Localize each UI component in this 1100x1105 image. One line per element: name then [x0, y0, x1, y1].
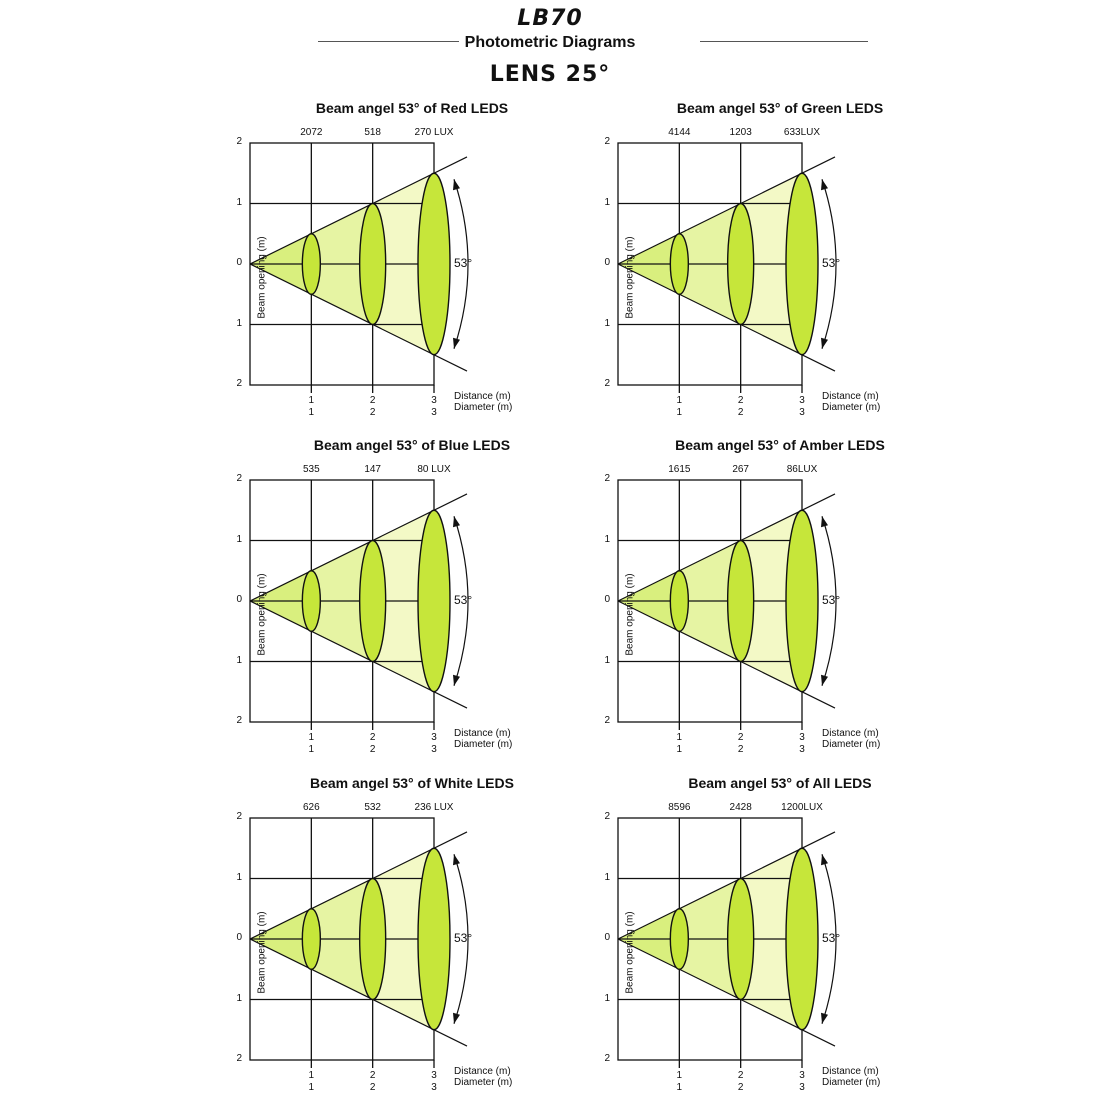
y-axis-label: Beam opening (m): [624, 236, 636, 319]
diameter-tick-label: 3: [431, 407, 437, 418]
distance-tick-label: 3: [431, 732, 437, 743]
y-tick-label: 2: [604, 811, 610, 822]
y-tick-label: 1: [236, 871, 242, 883]
distance-axis-label: Distance (m): [822, 1066, 879, 1077]
distance-tick-label: 3: [431, 1070, 437, 1081]
arrow-up-icon: [821, 179, 828, 190]
beam-ellipse: [360, 204, 386, 325]
y-axis-label: Beam opening (m): [256, 236, 268, 319]
distance-tick-label: 1: [308, 1070, 315, 1081]
lux-value: 236 LUX: [414, 802, 454, 813]
subtitle: [0, 34, 1100, 52]
panel-title: Beam angel 53° of Amber LEDS: [675, 437, 885, 453]
beam-ellipse: [786, 510, 818, 692]
y-tick-label: 1: [236, 196, 242, 208]
y-tick-label: 0: [236, 932, 242, 943]
y-tick-label: 2: [236, 473, 242, 484]
y-tick-label: 1: [236, 992, 242, 1004]
arrow-down-icon: [453, 1013, 460, 1024]
lux-value: 4144: [668, 127, 691, 138]
distance-tick-label: 1: [308, 395, 315, 406]
diameter-tick-label: 1: [308, 744, 315, 755]
panel-title: Beam angel 53° of Green LEDS: [676, 100, 884, 116]
distance-tick-label: 3: [799, 395, 805, 406]
lux-value: 1200LUX: [781, 802, 823, 813]
arrow-up-icon: [453, 179, 460, 190]
arrow-down-icon: [821, 338, 828, 349]
y-tick-label: 1: [236, 533, 242, 545]
distance-tick-label: 2: [369, 732, 376, 743]
beam-ellipse: [302, 909, 320, 970]
lux-value: 1615: [668, 464, 691, 475]
panel-title: Beam angel 53° of All LEDS: [688, 775, 872, 791]
diameter-tick-label: 1: [676, 407, 683, 418]
arrow-up-icon: [453, 516, 460, 527]
lux-value: 8596: [668, 802, 691, 813]
lux-value: 518: [364, 127, 381, 138]
diameter-tick-label: 3: [799, 744, 805, 755]
beam-ellipse: [418, 173, 450, 355]
lux-value: 2428: [729, 802, 752, 813]
y-tick-label: 0: [236, 594, 242, 605]
y-axis-label: Beam opening (m): [624, 911, 636, 994]
distance-tick-label: 3: [431, 395, 437, 406]
diagram-panel-red: [212, 100, 612, 430]
y-tick-label: 2: [604, 136, 610, 147]
arrow-up-icon: [821, 854, 828, 865]
lux-value: 80 LUX: [417, 464, 451, 475]
panel-title: Beam angel 53° of Red LEDS: [315, 100, 509, 116]
y-axis-label: Beam opening (m): [624, 573, 636, 656]
diameter-tick-label: 2: [737, 1082, 744, 1093]
diameter-tick-label: 2: [737, 744, 744, 755]
beam-angle-label: 53°: [454, 593, 473, 607]
y-axis-label: Beam opening (m): [256, 573, 268, 656]
y-tick-label: 1: [604, 654, 610, 666]
beam-ellipse: [302, 571, 320, 632]
diameter-tick-label: 1: [308, 407, 315, 418]
beam-ellipse: [786, 848, 818, 1030]
distance-axis-label: Distance (m): [454, 391, 511, 402]
distance-tick-label: 3: [799, 732, 805, 743]
y-tick-label: 2: [604, 473, 610, 484]
distance-axis-label: Distance (m): [454, 1066, 511, 1077]
distance-axis-label: Distance (m): [822, 391, 879, 402]
diameter-tick-label: 2: [737, 407, 744, 418]
photometric-plot: [580, 100, 980, 430]
beam-ellipse: [786, 173, 818, 355]
beam-angle-label: 53°: [454, 931, 473, 945]
model-title: LB70: [517, 6, 583, 31]
diameter-tick-label: 3: [431, 1082, 437, 1093]
diameter-tick-label: 1: [676, 1082, 683, 1093]
y-tick-label: 0: [604, 257, 610, 268]
lux-value: 532: [364, 802, 381, 813]
y-tick-label: 2: [604, 1053, 610, 1064]
diameter-tick-label: 2: [369, 744, 376, 755]
beam-ellipse: [360, 879, 386, 1000]
beam-ellipse: [670, 571, 688, 632]
distance-tick-label: 3: [799, 1070, 805, 1081]
lux-value: 2072: [300, 127, 323, 138]
y-axis-label: Beam opening (m): [256, 911, 268, 994]
diameter-tick-label: 3: [799, 1082, 805, 1093]
distance-tick-label: 1: [676, 395, 683, 406]
distance-tick-label: 2: [737, 732, 744, 743]
distance-tick-label: 2: [737, 395, 744, 406]
y-tick-label: 0: [604, 594, 610, 605]
diameter-tick-label: 3: [431, 744, 437, 755]
lux-value: 626: [302, 802, 320, 813]
diameter-axis-label: Diameter (m): [822, 739, 881, 750]
distance-tick-label: 2: [369, 395, 376, 406]
diameter-tick-label: 1: [676, 744, 683, 755]
y-tick-label: 1: [236, 317, 242, 329]
diameter-axis-label: Diameter (m): [822, 402, 881, 413]
y-tick-label: 2: [236, 136, 242, 147]
y-tick-label: 2: [236, 811, 242, 822]
arrow-down-icon: [453, 675, 460, 686]
photometric-plot: [580, 437, 980, 767]
diagram-panel-all: [580, 775, 980, 1105]
diagram-panel-blue: [212, 437, 612, 767]
distance-tick-label: 2: [369, 1070, 376, 1081]
beam-ellipse: [728, 204, 754, 325]
subtitle-text: Photometric Diagrams: [459, 34, 642, 51]
y-tick-label: 1: [604, 992, 610, 1004]
lux-value: 147: [364, 464, 381, 475]
y-tick-label: 1: [236, 654, 242, 666]
diameter-axis-label: Diameter (m): [454, 1077, 513, 1088]
lux-value: 270 LUX: [414, 127, 454, 138]
diameter-axis-label: Diameter (m): [454, 739, 513, 750]
diameter-tick-label: 3: [799, 407, 805, 418]
arrow-up-icon: [821, 516, 828, 527]
y-tick-label: 2: [236, 1053, 242, 1064]
distance-tick-label: 1: [676, 1070, 683, 1081]
y-tick-label: 1: [604, 533, 610, 545]
lux-value: 535: [302, 464, 320, 475]
beam-ellipse: [360, 541, 386, 662]
panel-title: Beam angel 53° of Blue LEDS: [313, 437, 511, 453]
distance-axis-label: Distance (m): [454, 728, 511, 739]
y-tick-label: 2: [236, 715, 242, 726]
beam-ellipse: [302, 234, 320, 295]
diameter-axis-label: Diameter (m): [822, 1077, 881, 1088]
beam-ellipse: [728, 541, 754, 662]
diagram-panel-white: [212, 775, 612, 1105]
lux-value: 267: [732, 464, 749, 475]
beam-ellipse: [418, 510, 450, 692]
y-tick-label: 1: [604, 196, 610, 208]
arrow-up-icon: [453, 854, 460, 865]
diameter-tick-label: 2: [369, 1082, 376, 1093]
beam-angle-label: 53°: [454, 256, 473, 270]
y-tick-label: 0: [236, 257, 242, 268]
lens-title: LENS 25°: [489, 62, 611, 87]
distance-tick-label: 1: [308, 732, 315, 743]
beam-angle-label: 53°: [822, 593, 841, 607]
lux-value: 633LUX: [783, 127, 821, 138]
diameter-axis-label: Diameter (m): [454, 402, 513, 413]
photometric-plot: [580, 775, 980, 1105]
lux-value: 86LUX: [786, 464, 818, 475]
y-tick-label: 2: [604, 715, 610, 726]
y-tick-label: 2: [236, 378, 242, 389]
y-tick-label: 1: [604, 871, 610, 883]
diagram-panel-green: [580, 100, 980, 430]
beam-angle-label: 53°: [822, 256, 841, 270]
beam-ellipse: [670, 909, 688, 970]
photometric-plot: [212, 775, 612, 1105]
beam-ellipse: [728, 879, 754, 1000]
photometric-plot: [212, 100, 612, 430]
beam-ellipse: [670, 234, 688, 295]
distance-axis-label: Distance (m): [822, 728, 879, 739]
arrow-down-icon: [453, 338, 460, 349]
y-tick-label: 0: [604, 932, 610, 943]
beam-angle-label: 53°: [822, 931, 841, 945]
beam-ellipse: [418, 848, 450, 1030]
lux-value: 1203: [729, 127, 752, 138]
y-tick-label: 2: [604, 378, 610, 389]
diagram-panel-amber: [580, 437, 980, 767]
arrow-down-icon: [821, 1013, 828, 1024]
arrow-down-icon: [821, 675, 828, 686]
photometric-plot: [212, 437, 612, 767]
panel-title: Beam angel 53° of White LEDS: [310, 775, 514, 791]
distance-tick-label: 2: [737, 1070, 744, 1081]
y-tick-label: 1: [604, 317, 610, 329]
diameter-tick-label: 2: [369, 407, 376, 418]
diameter-tick-label: 1: [308, 1082, 315, 1093]
distance-tick-label: 1: [676, 732, 683, 743]
